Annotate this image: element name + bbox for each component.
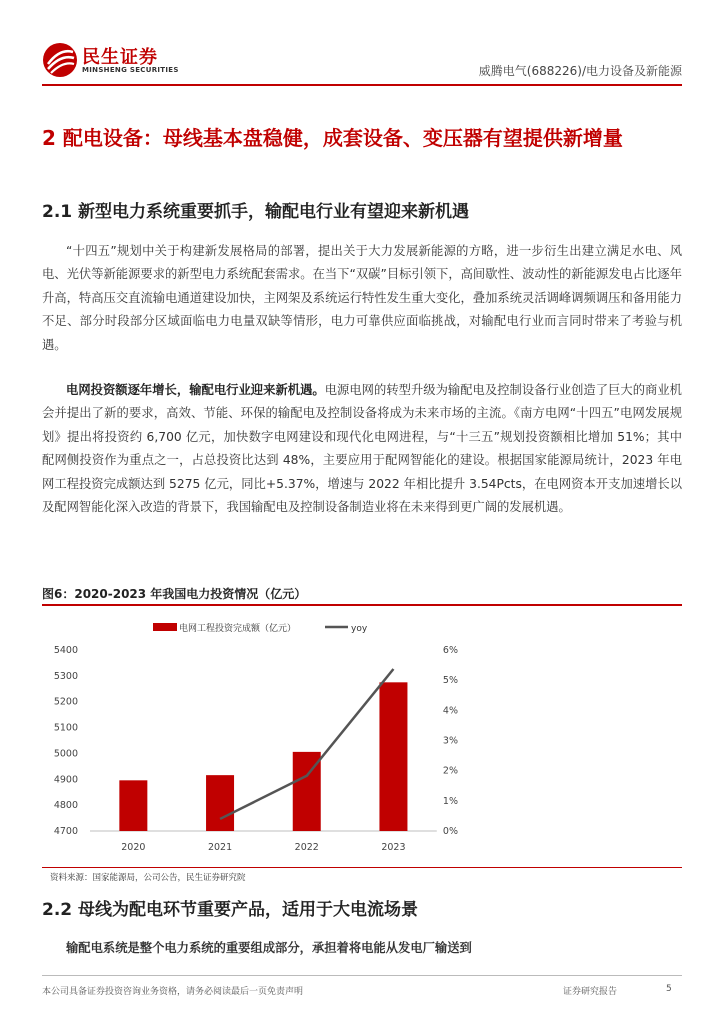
- figure-top-rule: [42, 604, 682, 606]
- x-tick-label: 2022: [294, 842, 319, 853]
- y-tick-label: 5000: [53, 748, 78, 760]
- minsheng-logo-icon: [42, 42, 78, 78]
- legend-bar-label: 电网工程投资完成额（亿元）: [179, 624, 297, 634]
- y-tick-label: 4900: [53, 774, 78, 786]
- paragraph-1: “十四五”规划中关于构建新发展格局的部署，提出关于大力发展新能源的方略，进一步衍生出建立满足水电、风电、光伏等新能源要求的新型电力系统配套需求。在当下“双碳”目标引领下，高间歇性、波动性的新能源发电占比逐年升高，特高压交直流输电通道建设加快，主网架及系统运行特性发生重大变化，叠加系统灵活调峰调频调压和备用能力不足、部分时段部分区域面临电力电量双缺等情形，电力可靠供应面临挑战，对输配电行业而言同时带来了考验与机遇。: [42, 244, 682, 352]
- y-tick-label: 5400: [53, 645, 78, 656]
- chart-legend: [153, 622, 368, 634]
- footer-doc-type: 证券研究报告: [563, 987, 618, 997]
- y2-tick-label: 2%: [442, 765, 458, 777]
- subsection-title-2-2: 2.2 母线为配电环节重要产品，适用于大电流场景: [42, 900, 419, 920]
- investment-chart: [42, 610, 682, 866]
- footer-disclaimer: 本公司具备证券投资咨询业务资格，请务必阅读最后一页免责声明: [42, 987, 304, 997]
- paragraph-2-body: 电源电网的转型升级为输配电及控制设备行业创造了巨大的商业机会并提出了新的要求，高效、节能、环保的输配电及控制设备将成为未来市场的主流。《南方电网“十四五”电网发展规划》提出将投资约 6,700 亿元，加快数字电网建设和现代化电网进程，与“十三五”规划投资额相比增加 51%；其中配网侧投资作为重点之一，占总投资比达到 48%，主要应用于配网智能化的建设。根据国家能源局统计，2023 年电网工程投资完成额达到 5275 亿元，同比+5.37%，增速与 2022 年相比提升 3.54Pcts，在电网资本开支加速增长以及配网智能化深入改造的背景下，我国输配电及控制设备制造业将在未来得到更广阔的发展机遇。: [42, 383, 682, 515]
- minsheng-logo: [42, 42, 182, 82]
- logo-text-en: MINSHENG SECURITIES: [82, 66, 179, 74]
- header-divider: [42, 84, 682, 86]
- bar-2021: [206, 775, 234, 831]
- y-tick-label: 4800: [53, 800, 78, 812]
- paragraph-2-lead: 电网投资额逐年增长，输配电行业迎来新机遇。: [66, 383, 325, 397]
- y-tick-label: 4700: [53, 826, 78, 837]
- x-tick-label: 2021: [207, 842, 233, 853]
- y-tick-label: 5100: [53, 722, 78, 734]
- figure-source: 资料来源：国家能源局，公司公告，民生证券研究院: [50, 873, 246, 883]
- section-title: 2 配电设备：母线基本盘稳健，成套设备、变压器有望提供新增量: [42, 126, 623, 150]
- y2-tick-label: 3%: [442, 735, 458, 747]
- y2-tick-label: 4%: [442, 705, 458, 717]
- x-tick-label: 2020: [121, 842, 146, 853]
- paragraph-2: [42, 379, 682, 519]
- legend-bar-swatch: [153, 623, 177, 631]
- y2-tick-label: 0%: [442, 826, 458, 837]
- paragraph-3: 输配电系统是整个电力系统的重要组成部分，承担着将电能从发电厂输送到: [66, 941, 472, 955]
- y2-tick-label: 1%: [442, 795, 458, 807]
- subsection-title-2-1: 2.1 新型电力系统重要抓手，输配电行业有望迎来新机遇: [42, 202, 470, 222]
- logo-text-cn: 民生证券: [82, 47, 158, 68]
- y2-tick-label: 6%: [442, 645, 458, 656]
- footer-divider: [42, 975, 682, 976]
- figure-title: 图6：2020-2023 年我国电力投资情况（亿元）: [42, 587, 307, 601]
- x-tick-label: 2023: [381, 842, 406, 853]
- bar-2020: [119, 780, 147, 831]
- y2-tick-label: 5%: [442, 675, 458, 687]
- report-tag: 威腾电气(688226)/电力设备及新能源: [478, 64, 682, 78]
- figure-bottom-rule: [42, 867, 682, 868]
- page-number: 5: [666, 984, 672, 994]
- y-tick-label: 5200: [53, 696, 78, 708]
- legend-line-label: yoy: [351, 624, 368, 634]
- y-tick-label: 5300: [53, 670, 78, 682]
- bar-2023: [379, 682, 407, 831]
